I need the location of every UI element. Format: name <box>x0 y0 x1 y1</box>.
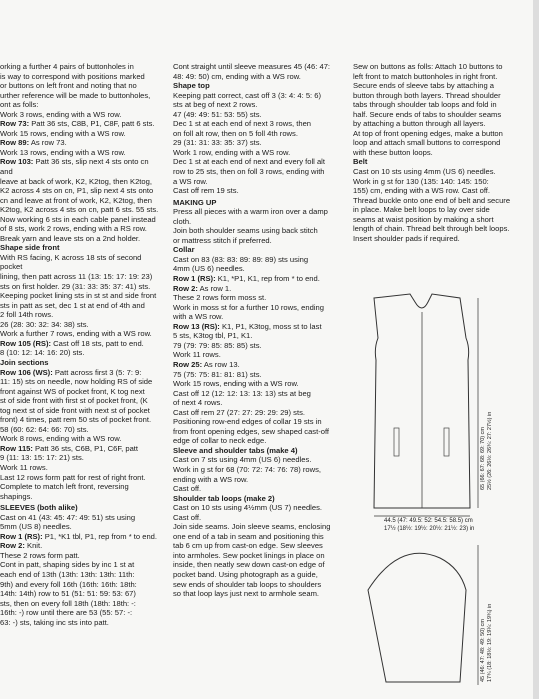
text-line: Cast off 12 (12: 12: 13: 13: 13) sts at beg <box>173 388 311 398</box>
width-label-in: 17½ (18½: 19½: 20½: 21½: 23) in <box>384 526 475 532</box>
text-line: 79 (79: 79: 85: 85: 85) sts. <box>173 340 262 350</box>
text-line: At top of front opening edges, make a button <box>353 128 503 138</box>
text-line: a WS row. <box>173 176 208 186</box>
text-line: Cont in patt, shaping sides by inc 1 st at <box>0 560 135 570</box>
text-line: Work 8 rows, ending with a WS row. <box>0 434 122 444</box>
text-line: 26 (28: 30: 32: 34: 38) sts. <box>0 319 89 329</box>
text-line: cloth. <box>173 216 192 226</box>
text-line: Cont straight until sleeve measures 45 (46: 47: <box>173 62 331 71</box>
text-line: 29 (31: 31: 33: 35: 37) sts. <box>173 138 262 148</box>
section-heading: Collar <box>173 245 195 255</box>
text-line: Work 11 rows. <box>0 462 48 472</box>
text-line: Keeping patt correct, cast off 3 (3: 4: 4: 5: 6) <box>173 90 322 100</box>
text-line: Cast on 10 sts using 4mm (US 6) needles. <box>353 167 496 177</box>
text-line: Cast on 83 (83: 83: 89: 89: 89) sts using <box>173 254 309 264</box>
text-line: button through both layers. Thread shoulder <box>353 90 501 100</box>
column-left <box>0 62 160 627</box>
section-heading: Shoulder tab loops (make 2) <box>173 493 275 503</box>
text-line: lining, then patt across 11 (13: 15: 17: 19: 23) <box>0 272 153 282</box>
text-line: ont as folls: <box>0 100 39 110</box>
page-gutter <box>533 0 539 699</box>
text-line: 155) cm, ending with a WS row. Cast off. <box>353 186 491 196</box>
text-line: Sew on buttons as folls: Attach 10 buttons to <box>353 62 503 71</box>
text-line: 75 (75: 75: 81: 81: 81) sts. <box>173 369 262 379</box>
text-line: 9 (11: 13: 15: 17: 21) sts. <box>0 453 84 463</box>
text-line: Row 2: As row 1. <box>173 283 232 293</box>
text-line: Row 13 (RS): K1, P1, K3tog, moss st to last <box>173 321 322 331</box>
text-line: Keeping pocket lining sts in st st and side front <box>0 291 157 301</box>
text-line: pocket band. Using photograph as a guide, <box>173 569 318 579</box>
text-line: into armholes. Sew pocket linings in place on <box>173 550 325 560</box>
text-line: Cast off rem 27 (27: 27: 29: 29: 29) sts. <box>173 407 305 417</box>
row-label: Row 103: <box>0 157 34 167</box>
text-line: by attaching a button through all layers. <box>353 119 486 129</box>
column-middle <box>173 62 343 599</box>
sleeve-outline <box>368 553 466 682</box>
text-line: tog next st of side front with next st of pocket <box>0 405 150 415</box>
text-line: with these button loops. <box>353 147 433 157</box>
text-line: Press all pieces with a warm iron over a damp <box>173 207 328 217</box>
text-line: tabs through shoulder tab loops and fold in <box>353 100 497 110</box>
text-line: Cast off. <box>173 484 202 494</box>
text-line: 4mm (US 6) needles. <box>173 264 245 274</box>
section-heading: Shape top <box>173 81 210 91</box>
text-line: Break yarn and leave sts on a 2nd holder. <box>0 233 141 243</box>
text-line: 48: 49: 50) cm, ending with a WS row. <box>173 71 301 81</box>
text-line: or mattress stitch if preferred. <box>173 235 272 245</box>
text-line: 2 foll 14th rows. <box>0 310 54 320</box>
row-label: Row 89: <box>0 138 30 148</box>
text-line: loop and attach small buttons to correspond <box>353 138 501 148</box>
text-line: Last 12 rows form patt for rest of right front. <box>0 472 146 482</box>
text-line: Row 105 (RS): Cast off 18 sts, patt to end. <box>0 338 144 348</box>
section-heading: Shape side front <box>0 243 60 253</box>
text-line: Work 15 rows, ending with a WS row. <box>0 128 126 138</box>
text-line: Now working 6 sts in each cable panel instead <box>0 214 156 224</box>
row-label: Row 1 (RS): <box>0 531 43 541</box>
text-line: front against WS of pocket front, K tog next <box>0 386 145 396</box>
text-line: sts on first holder. 29 (31: 33: 35: 37: 41) sts. <box>0 281 151 291</box>
row-label: Row 2: <box>173 283 198 293</box>
text-line: in place. Make belt loops to lay over side <box>353 205 490 215</box>
text-line: length of chain. Thread belt through belt loops. <box>353 224 510 234</box>
text-line: Row 89: As row 73. <box>0 138 67 148</box>
text-line: Cast off rem 19 sts. <box>173 186 239 196</box>
text-line: of next 4 rows. <box>173 398 223 408</box>
text-line: one end of a tab in seam and positioning this <box>173 531 324 541</box>
text-line: front) 4 times, patt rem 50 sts of pocket front. <box>0 415 152 425</box>
row-label: Row 1 (RS): <box>173 274 216 284</box>
text-line: Cast off. <box>173 512 202 522</box>
pocket-left <box>394 428 399 456</box>
text-line: Cast on 41 (43: 45: 47: 49: 51) sts using <box>0 512 136 522</box>
text-line: ending with a WS row. <box>173 474 249 484</box>
text-line: Work in moss st for a further 10 rows, ending <box>173 302 324 312</box>
text-line: Thread buckle onto one end of belt and secure <box>353 195 511 205</box>
text-line: sts, then on every foll 18th (18th: 18th: -: <box>0 598 136 608</box>
text-line: or buttons on left front and noting that no <box>0 81 137 91</box>
text-line: Join side seams. Join sleeve seams, enclosing <box>173 522 331 532</box>
text-line: Work 3 rows, ending with a WS row. <box>0 109 122 119</box>
text-line: These 2 rows form moss st. <box>173 293 267 303</box>
text-line: Dec 1 st at each end of next and every foll alt <box>173 157 325 167</box>
text-line: 58 (60: 62: 64: 66: 70) sts. <box>0 424 89 434</box>
text-line: row to 25 sts, then on foll 3 rows, ending with <box>173 167 325 177</box>
text-line: is way to correspond with positions marked <box>0 71 145 81</box>
schematic-diagram <box>360 290 530 690</box>
text-line: half. Secure ends of tabs to shoulder seams <box>353 109 502 119</box>
text-line: K2tog, K2 across 4 sts on cn, patt 6 sts. 55 sts. <box>0 205 159 215</box>
section-heading: SLEEVES (both alike) <box>0 503 78 513</box>
text-line: inside, then neatly sew down cast-on edge of <box>173 560 325 570</box>
text-line: edge of collar to neck edge. <box>173 436 267 446</box>
section-heading: Belt <box>353 157 368 167</box>
schematic-svg <box>360 290 530 690</box>
text-line: Work a further 7 rows, ending with a WS row. <box>0 329 152 339</box>
text-line: Work 13 rows, ending with a WS row. <box>0 147 126 157</box>
text-line: Insert shoulder pads if required. <box>353 233 460 243</box>
text-line: 14th: 14th) row to 51 (51: 51: 59: 53: 67) <box>0 589 136 599</box>
text-line: K2 across 4 sts on cn, P1, slip next 4 sts onto <box>0 186 154 196</box>
text-line: sts at beg of next 2 rows. <box>173 100 258 110</box>
length-label-in: 25½ (26: 26½: 26¾: 27: 27½) in <box>487 411 493 490</box>
text-line: 9th) and every foll 16th (16th: 16th: 18th: <box>0 579 137 589</box>
text-line: st of side front with first st of pocket front, (K <box>0 396 148 406</box>
text-line: left front to match buttonholes in right front. <box>353 71 498 81</box>
row-label: Row 73: <box>0 119 30 129</box>
text-line: of 8 sts, work 2 rows, ending with a RS row. <box>0 224 147 234</box>
text-line: Row 25: As row 13. <box>173 359 240 369</box>
text-line: seams at waist position by making a short <box>353 214 494 224</box>
length-label: 65 (66: 67: 68: 69: 70) cm <box>480 427 486 490</box>
text-line: Work 11 rows. <box>173 350 221 360</box>
text-line: from front opening edges, sew shaped cast-off <box>173 426 330 436</box>
text-line: Work 1 row, ending with a WS row. <box>173 147 291 157</box>
text-line: Row 1 (RS): P1, *K1 tbl, P1, rep from * to end. <box>0 531 157 541</box>
column-right <box>353 62 537 243</box>
text-line: urther reference will be made to buttonholes, <box>0 90 151 100</box>
text-line: tab 6 cm up from cast-on edge. Sew sleeves <box>173 541 323 551</box>
row-label: Row 115: <box>0 443 33 453</box>
text-line: Row 2: Knit. <box>0 541 43 551</box>
text-line: Complete to match left front, reversing shapings. <box>0 482 129 501</box>
text-line: sew ends of shoulder tab loops to shoulders <box>173 579 322 589</box>
text-line: 5mm (US 8) needles. <box>0 522 72 532</box>
row-label: Row 13 (RS): <box>173 321 220 331</box>
text-line: Cast on 10 sts using 4½mm (US 7) needles. <box>173 503 322 513</box>
text-line: 11: 15) sts on needle, now holding RS of side <box>0 377 153 387</box>
text-line: These 2 rows form patt. <box>0 550 80 560</box>
text-line: Dec 1 st at each end of next 3 rows, then <box>173 119 312 129</box>
text-line: sts in patt as set, dec 1 st at end of 4th and <box>0 300 145 310</box>
text-line: Positioning row-end edges of collar 19 sts in <box>173 417 322 427</box>
text-line: 47 (49: 49: 51: 53: 55) sts. <box>173 109 262 119</box>
sleeve-length-label-in: 17¾ (18: 18½: 19: 19¼: 19¾) in <box>487 603 493 682</box>
text-line: orking a further 4 pairs of buttonholes in <box>0 62 134 71</box>
text-line: Work 15 rows, ending with a WS row. <box>173 379 299 389</box>
sleeve-length-label: 45 (46: 47: 48: 49: 50) cm <box>480 619 486 682</box>
row-label: Row 106 (WS): <box>0 367 53 377</box>
section-heading: Sleeve and shoulder tabs (make 4) <box>173 445 298 455</box>
row-label: Row 2: <box>0 541 25 551</box>
text-line: Row 115: Patt 36 sts, C6B, P1, C6F, patt <box>0 443 139 453</box>
pocket-right <box>444 428 449 456</box>
text-line: Row 103: Patt 36 sts, slip next 4 sts onto cn and <box>0 157 149 177</box>
text-line: 63: -) sts, taking inc sts into patt. <box>0 617 109 627</box>
text-line: 5 sts, K3tog tbl, P1, K1. <box>173 331 253 341</box>
text-line: With RS facing, K across 18 sts of second pocket <box>0 252 142 272</box>
text-line: with a WS row. <box>173 312 224 322</box>
text-line: cn and leave at front of work, K2, K2tog, then <box>0 195 152 205</box>
width-label: 44.5 (47: 49.5: 52: 54.5: 58.5) cm <box>384 518 473 524</box>
section-heading: Join sections <box>0 357 49 367</box>
text-line: Row 1 (RS): K1, *P1, K1, rep from * to end. <box>173 274 320 284</box>
text-line: 8 (10: 12: 14: 16: 20) sts. <box>0 348 85 358</box>
text-line: Work in g st for 130 (135: 140: 145: 150: <box>353 176 489 186</box>
section-heading: MAKING UP <box>173 197 217 207</box>
text-line: Secure ends of sleeve tabs by attaching a <box>353 81 494 91</box>
text-line: leave at back of work, K2, K2tog, then K2tog, <box>0 176 152 186</box>
row-label: Row 25: <box>173 359 203 369</box>
text-line: Work in g st for 68 (70: 72: 74: 76: 78) rows, <box>173 464 322 474</box>
text-line: each end of 13th (13th: 13th: 13th: 11th: <box>0 569 135 579</box>
text-line: Row 106 (WS): Patt across first 3 (5: 7: 9: <box>0 367 142 377</box>
text-line: 16th: -) row until there are 53 (55: 57: -: <box>0 608 133 618</box>
row-label: Row 105 (RS): <box>0 338 52 348</box>
text-line: Join both shoulder seams using back stitch <box>173 226 318 236</box>
text-line: so that loop lays just next to armhole seam. <box>173 589 320 599</box>
text-line: on foll alt row, then on 5 foll 4th rows. <box>173 128 298 138</box>
text-line: Cast on 7 sts using 4mm (US 6) needles. <box>173 455 312 465</box>
text-line: Row 73: Patt 36 sts, C8B, P1, C8F, patt 6 sts. <box>0 119 155 129</box>
